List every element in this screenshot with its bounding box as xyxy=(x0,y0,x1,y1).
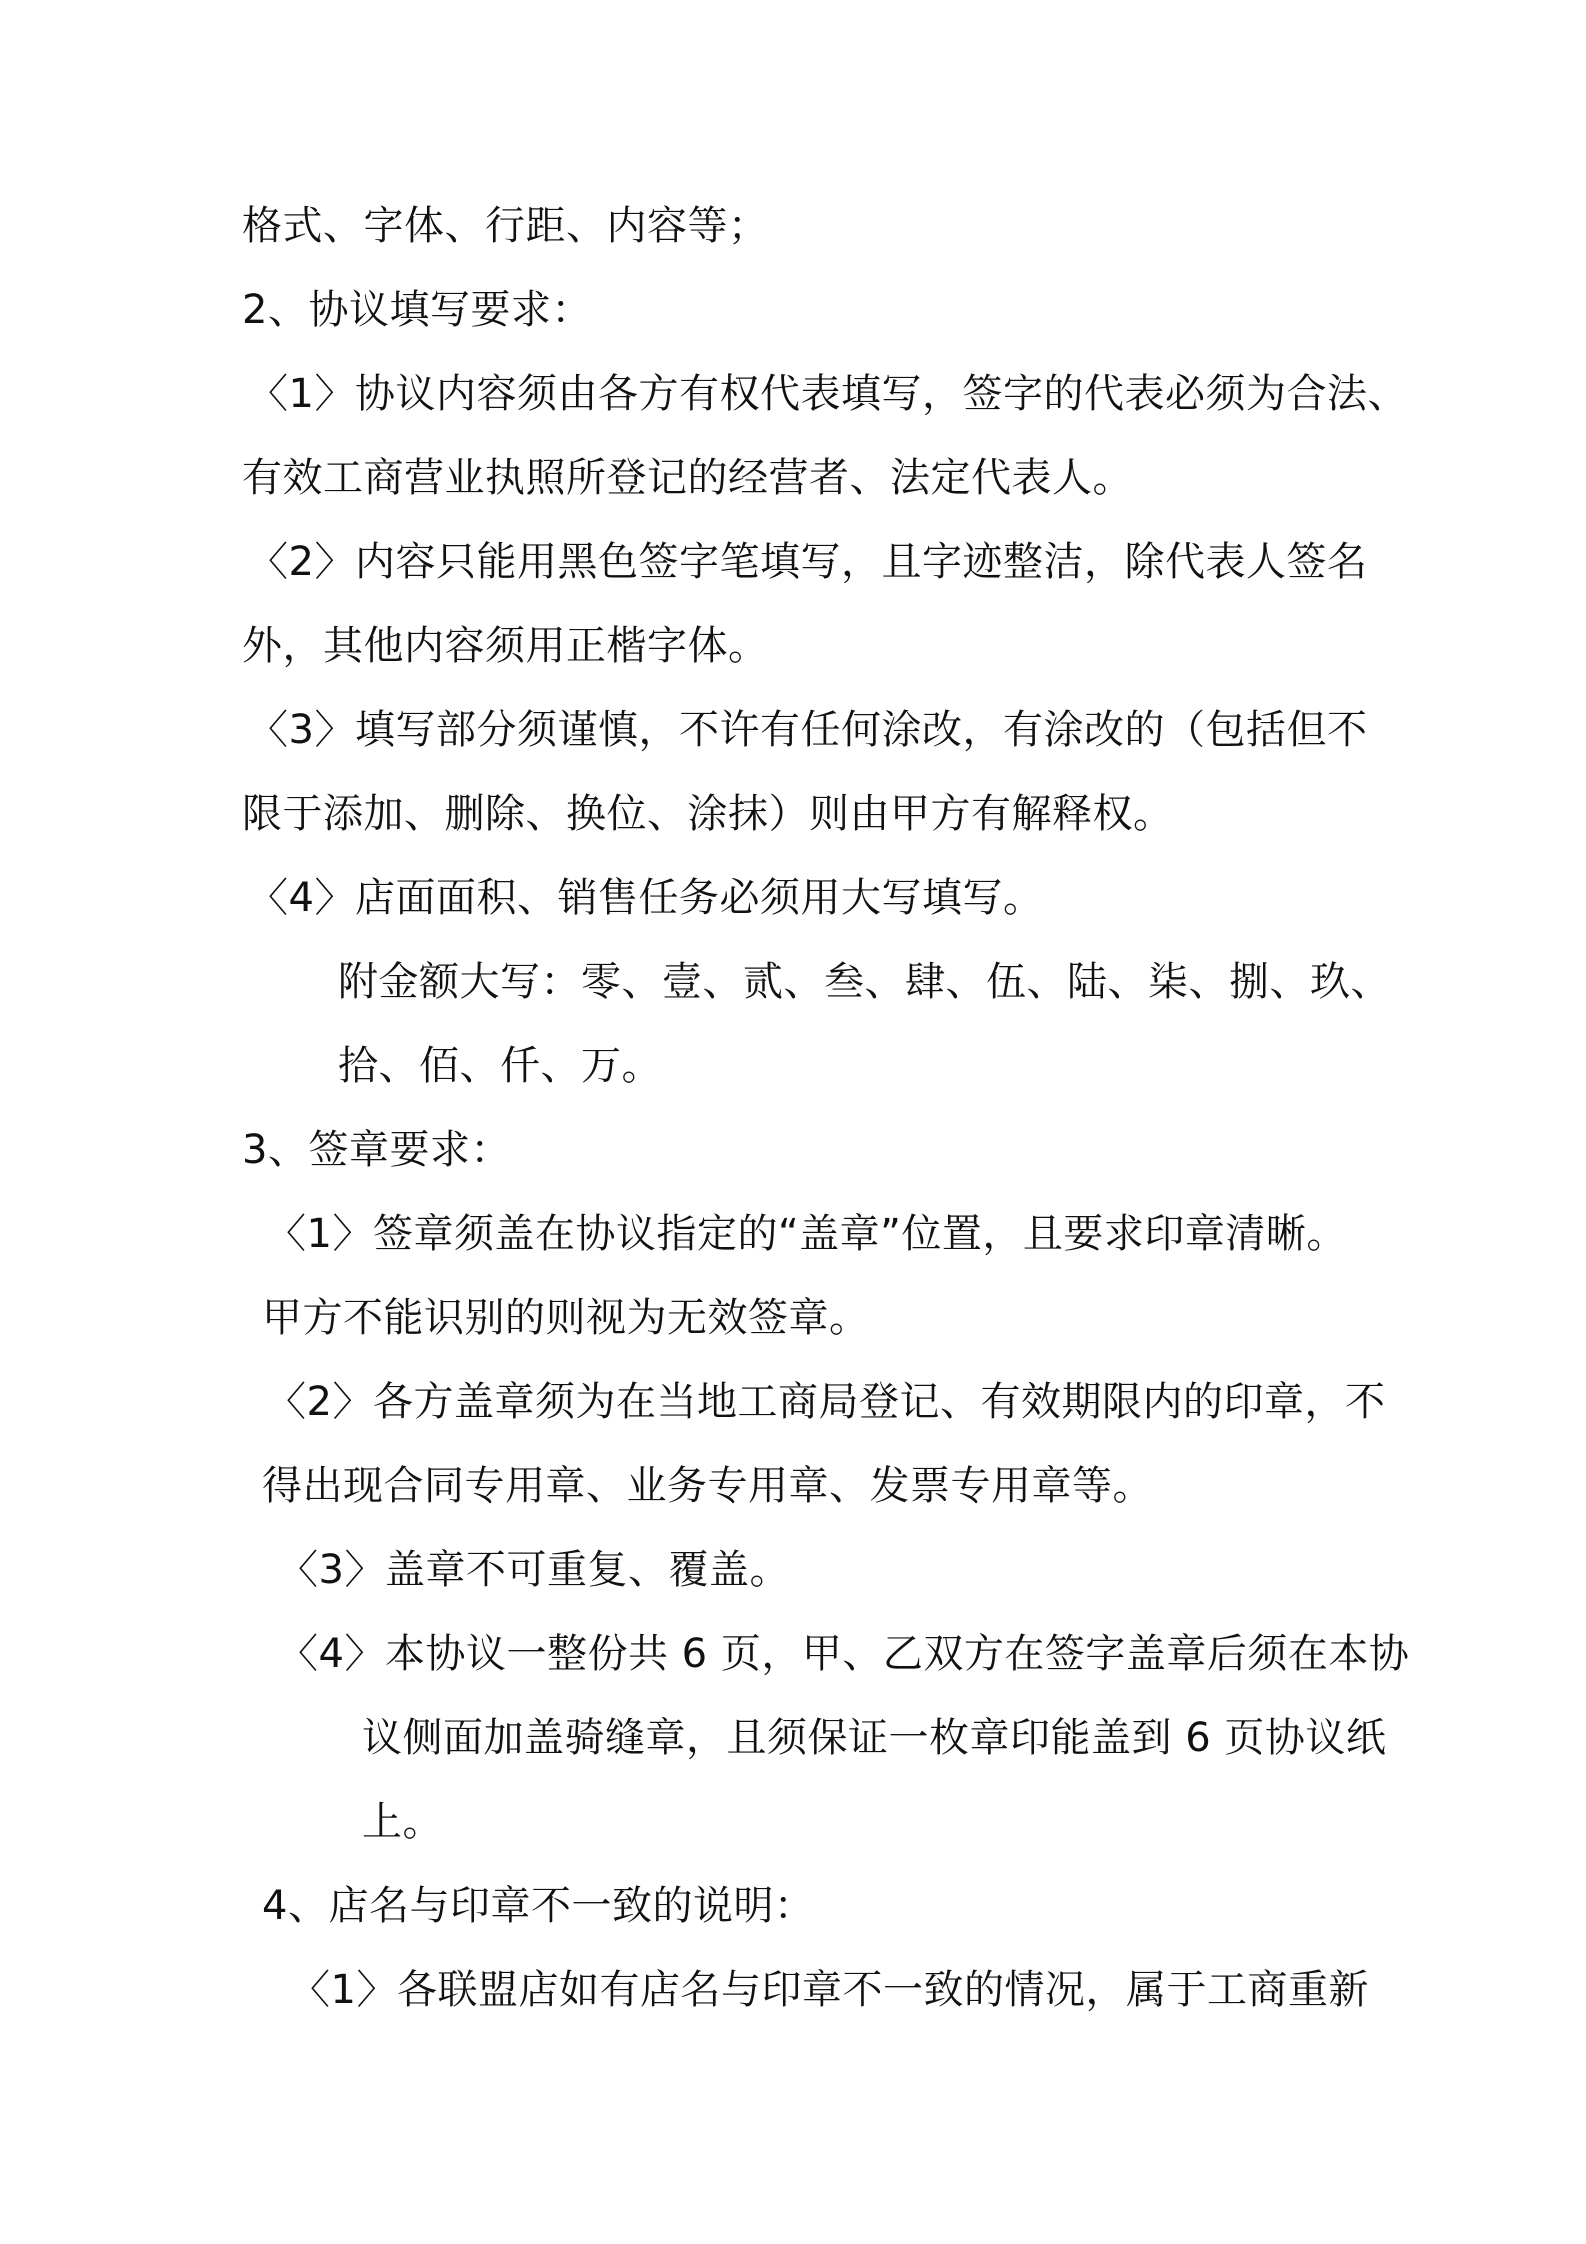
text-line: 〈2〉内容只能用黑色签字笔填写，且字迹整洁，除代表人签名 xyxy=(248,539,1368,585)
text-line: 外，其他内容须用正楷字体。 xyxy=(242,623,769,669)
text-line: 拾、佰、仟、万。 xyxy=(338,1043,662,1089)
text-line: 〈2〉各方盖章须为在当地工商局登记、有效期限内的印章，不 xyxy=(266,1379,1386,1425)
text-line: 上。 xyxy=(362,1799,443,1845)
text-line: 甲方不能识别的则视为无效签章。 xyxy=(262,1295,870,1341)
text-line: 〈3〉填写部分须谨慎，不许有任何涂改，有涂改的（包括但不 xyxy=(248,707,1368,753)
text-line: 〈3〉盖章不可重复、覆盖。 xyxy=(278,1547,790,1593)
text-line: 〈4〉本协议一整份共 6 页，甲、乙双方在签字盖章后须在本协 xyxy=(278,1631,1410,1677)
text-line: 〈1〉各联盟店如有店名与印章不一致的情况，属于工商重新 xyxy=(290,1967,1369,2013)
text-line: 有效工商营业执照所登记的经营者、法定代表人。 xyxy=(242,455,1133,501)
text-line: 〈1〉协议内容须由各方有权代表填写，签字的代表必须为合法、 xyxy=(248,371,1408,417)
text-line: 〈4〉店面面积、销售任务必须用大写填写。 xyxy=(248,875,1044,921)
text-line: 得出现合同专用章、业务专用章、发票专用章等。 xyxy=(262,1463,1153,1509)
text-line: 〈1〉签章须盖在协议指定的“盖章”位置，且要求印章清晰。 xyxy=(266,1211,1347,1257)
section-heading: 2、协议填写要求： xyxy=(242,287,592,333)
text-line: 附金额大写：零、壹、贰、叁、肆、伍、陆、柒、捌、玖、 xyxy=(338,959,1391,1005)
text-line: 议侧面加盖骑缝章，且须保证一枚章印能盖到 6 页协议纸 xyxy=(362,1715,1387,1761)
section-heading: 3、签章要求： xyxy=(242,1127,511,1173)
text-line: 格式、字体、行距、内容等； xyxy=(242,203,769,249)
text-line: 限于添加、删除、换位、涂抹）则由甲方有解释权。 xyxy=(242,791,1174,837)
section-heading: 4、店名与印章不一致的说明： xyxy=(262,1883,815,1929)
